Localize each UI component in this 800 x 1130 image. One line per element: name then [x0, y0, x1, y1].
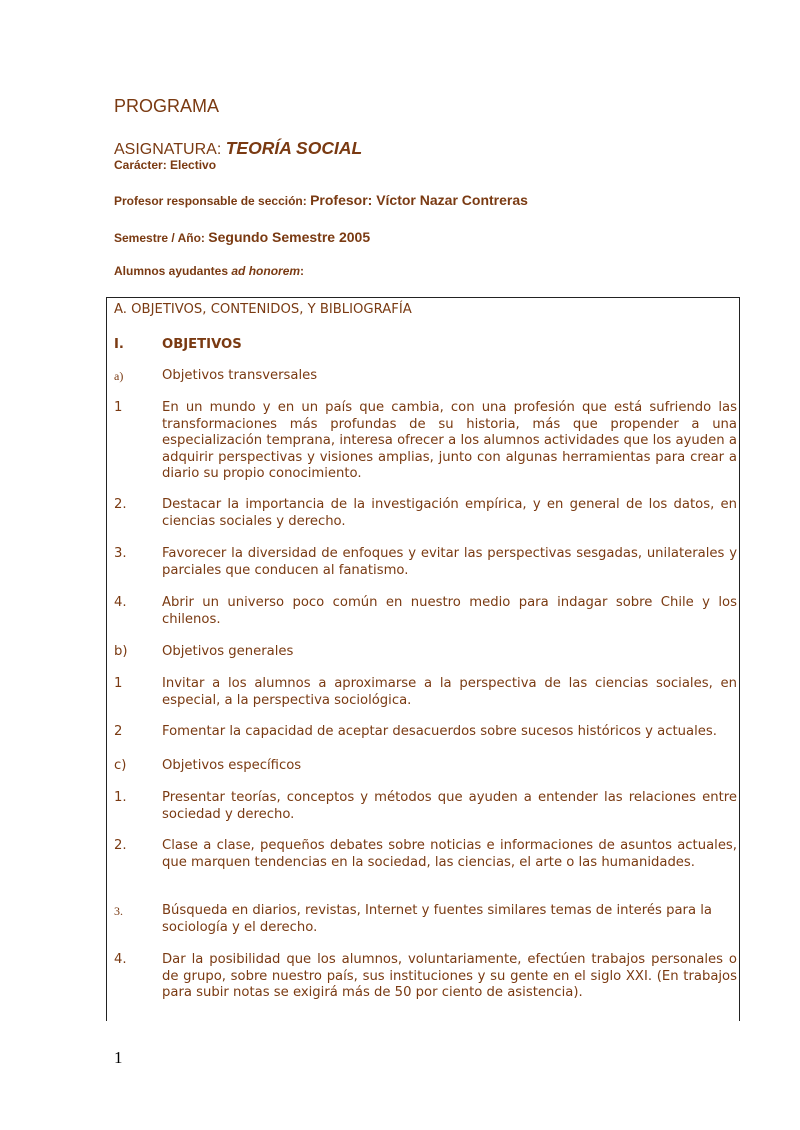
item-text: Búsqueda en diarios, revistas, Internet y fuentes similares temas de interés para la sociología y el derecho.: [162, 903, 712, 935]
section-heading: [114, 302, 738, 319]
caracter-line: Carácter: Electivo: [114, 158, 217, 172]
item-text: Favorecer la diversidad de enfoques y evitar las perspectivas sesgadas, unilaterales y parciales que conducen al fanatismo.: [162, 546, 737, 578]
profesor-line: [114, 192, 528, 208]
item-number: 4.: [114, 595, 127, 610]
asignatura-label: ASIGNATURA:: [114, 141, 222, 158]
item-number: 2.: [114, 497, 127, 512]
item-number: 4.: [114, 952, 127, 967]
item-number: 2.: [114, 838, 127, 853]
item-text: Invitar a los alumnos a aproximarse a la perspectiva de las ciencias sociales, en especial, a la perspectiva sociológica.: [162, 676, 737, 708]
sub-c-letter: c): [114, 758, 127, 773]
item-number: 2: [114, 724, 123, 739]
semestre-line: [114, 229, 370, 245]
item-text: Fomentar la capacidad de aceptar desacuerdos sobre sucesos históricos y actuales.: [162, 724, 717, 739]
asignatura-name: TEORÍA SOCIAL: [225, 138, 363, 158]
item-text: En un mundo y en un país que cambia, con una profesión que está sufriendo las transformaciones más profundas de su historia, más que propender a una especialización temprana, interesa ofrecer a los alumnos actividades que los ayuden a adquirir perspectivas y visiones amplias, junto con algunas herramientas para crear a diario su propio conocimiento.: [162, 400, 737, 481]
profesor-value: Profesor: Víctor Nazar Contreras: [310, 192, 528, 208]
objetivos-num: I.: [114, 337, 124, 352]
item-number: 3.: [114, 904, 123, 918]
item-number: 1.: [114, 790, 127, 805]
item-number: 1: [114, 400, 123, 415]
item-text: Clase a clase, pequeños debates sobre noticias e informaciones de asuntos actuales, que marquen tendencias en la sociedad, las ciencias, el arte o las humanidades.: [162, 838, 737, 870]
item-text: Abrir un universo poco común en nuestro medio para indagar sobre Chile y los chilenos.: [162, 595, 737, 627]
item-text: Destacar la importancia de la investigación empírica, y en general de los datos, en ciencias sociales y derecho.: [162, 497, 737, 529]
sub-c-title: Objetivos específicos: [162, 758, 302, 773]
item-text: Dar la posibilidad que los alumnos, voluntariamente, efectúen trabajos personales o de grupo, sobre nuestro país, sus instituciones y su gente en el siglo XXI. (En trabajos para subir notas se exigirá más de 50 por ciento de asistencia).: [162, 952, 737, 1000]
semestre-label: Semestre / Año:: [114, 231, 205, 245]
section-heading-text: A. OBJETIVOS, CONTENIDOS, Y BIBLIOGRAFÍA: [114, 302, 412, 317]
item-number: 1: [114, 676, 123, 691]
objetivos-title: OBJETIVOS: [162, 337, 242, 352]
ayudantes-line: [114, 264, 304, 278]
page-number: 1: [114, 1048, 123, 1067]
ayudantes-label: Alumnos ayudantes: [114, 264, 232, 278]
profesor-label: Profesor responsable de sección:: [114, 194, 307, 208]
sub-a-title: Objetivos transversales: [162, 368, 318, 383]
asignatura-line: [114, 138, 362, 159]
item-text: Presentar teorías, conceptos y métodos que ayuden a entender las relaciones entre sociedad y derecho.: [162, 790, 737, 822]
sub-b-letter: b): [114, 644, 128, 659]
page-title: PROGRAMA: [114, 96, 220, 116]
ayudantes-colon: :: [300, 264, 305, 278]
sub-b-title: Objetivos generales: [162, 644, 294, 659]
sub-a-letter: a): [114, 369, 124, 383]
semestre-value: Segundo Semestre 2005: [208, 229, 371, 245]
item-number: 3.: [114, 546, 127, 561]
ayudantes-italic: ad honorem: [231, 264, 301, 278]
